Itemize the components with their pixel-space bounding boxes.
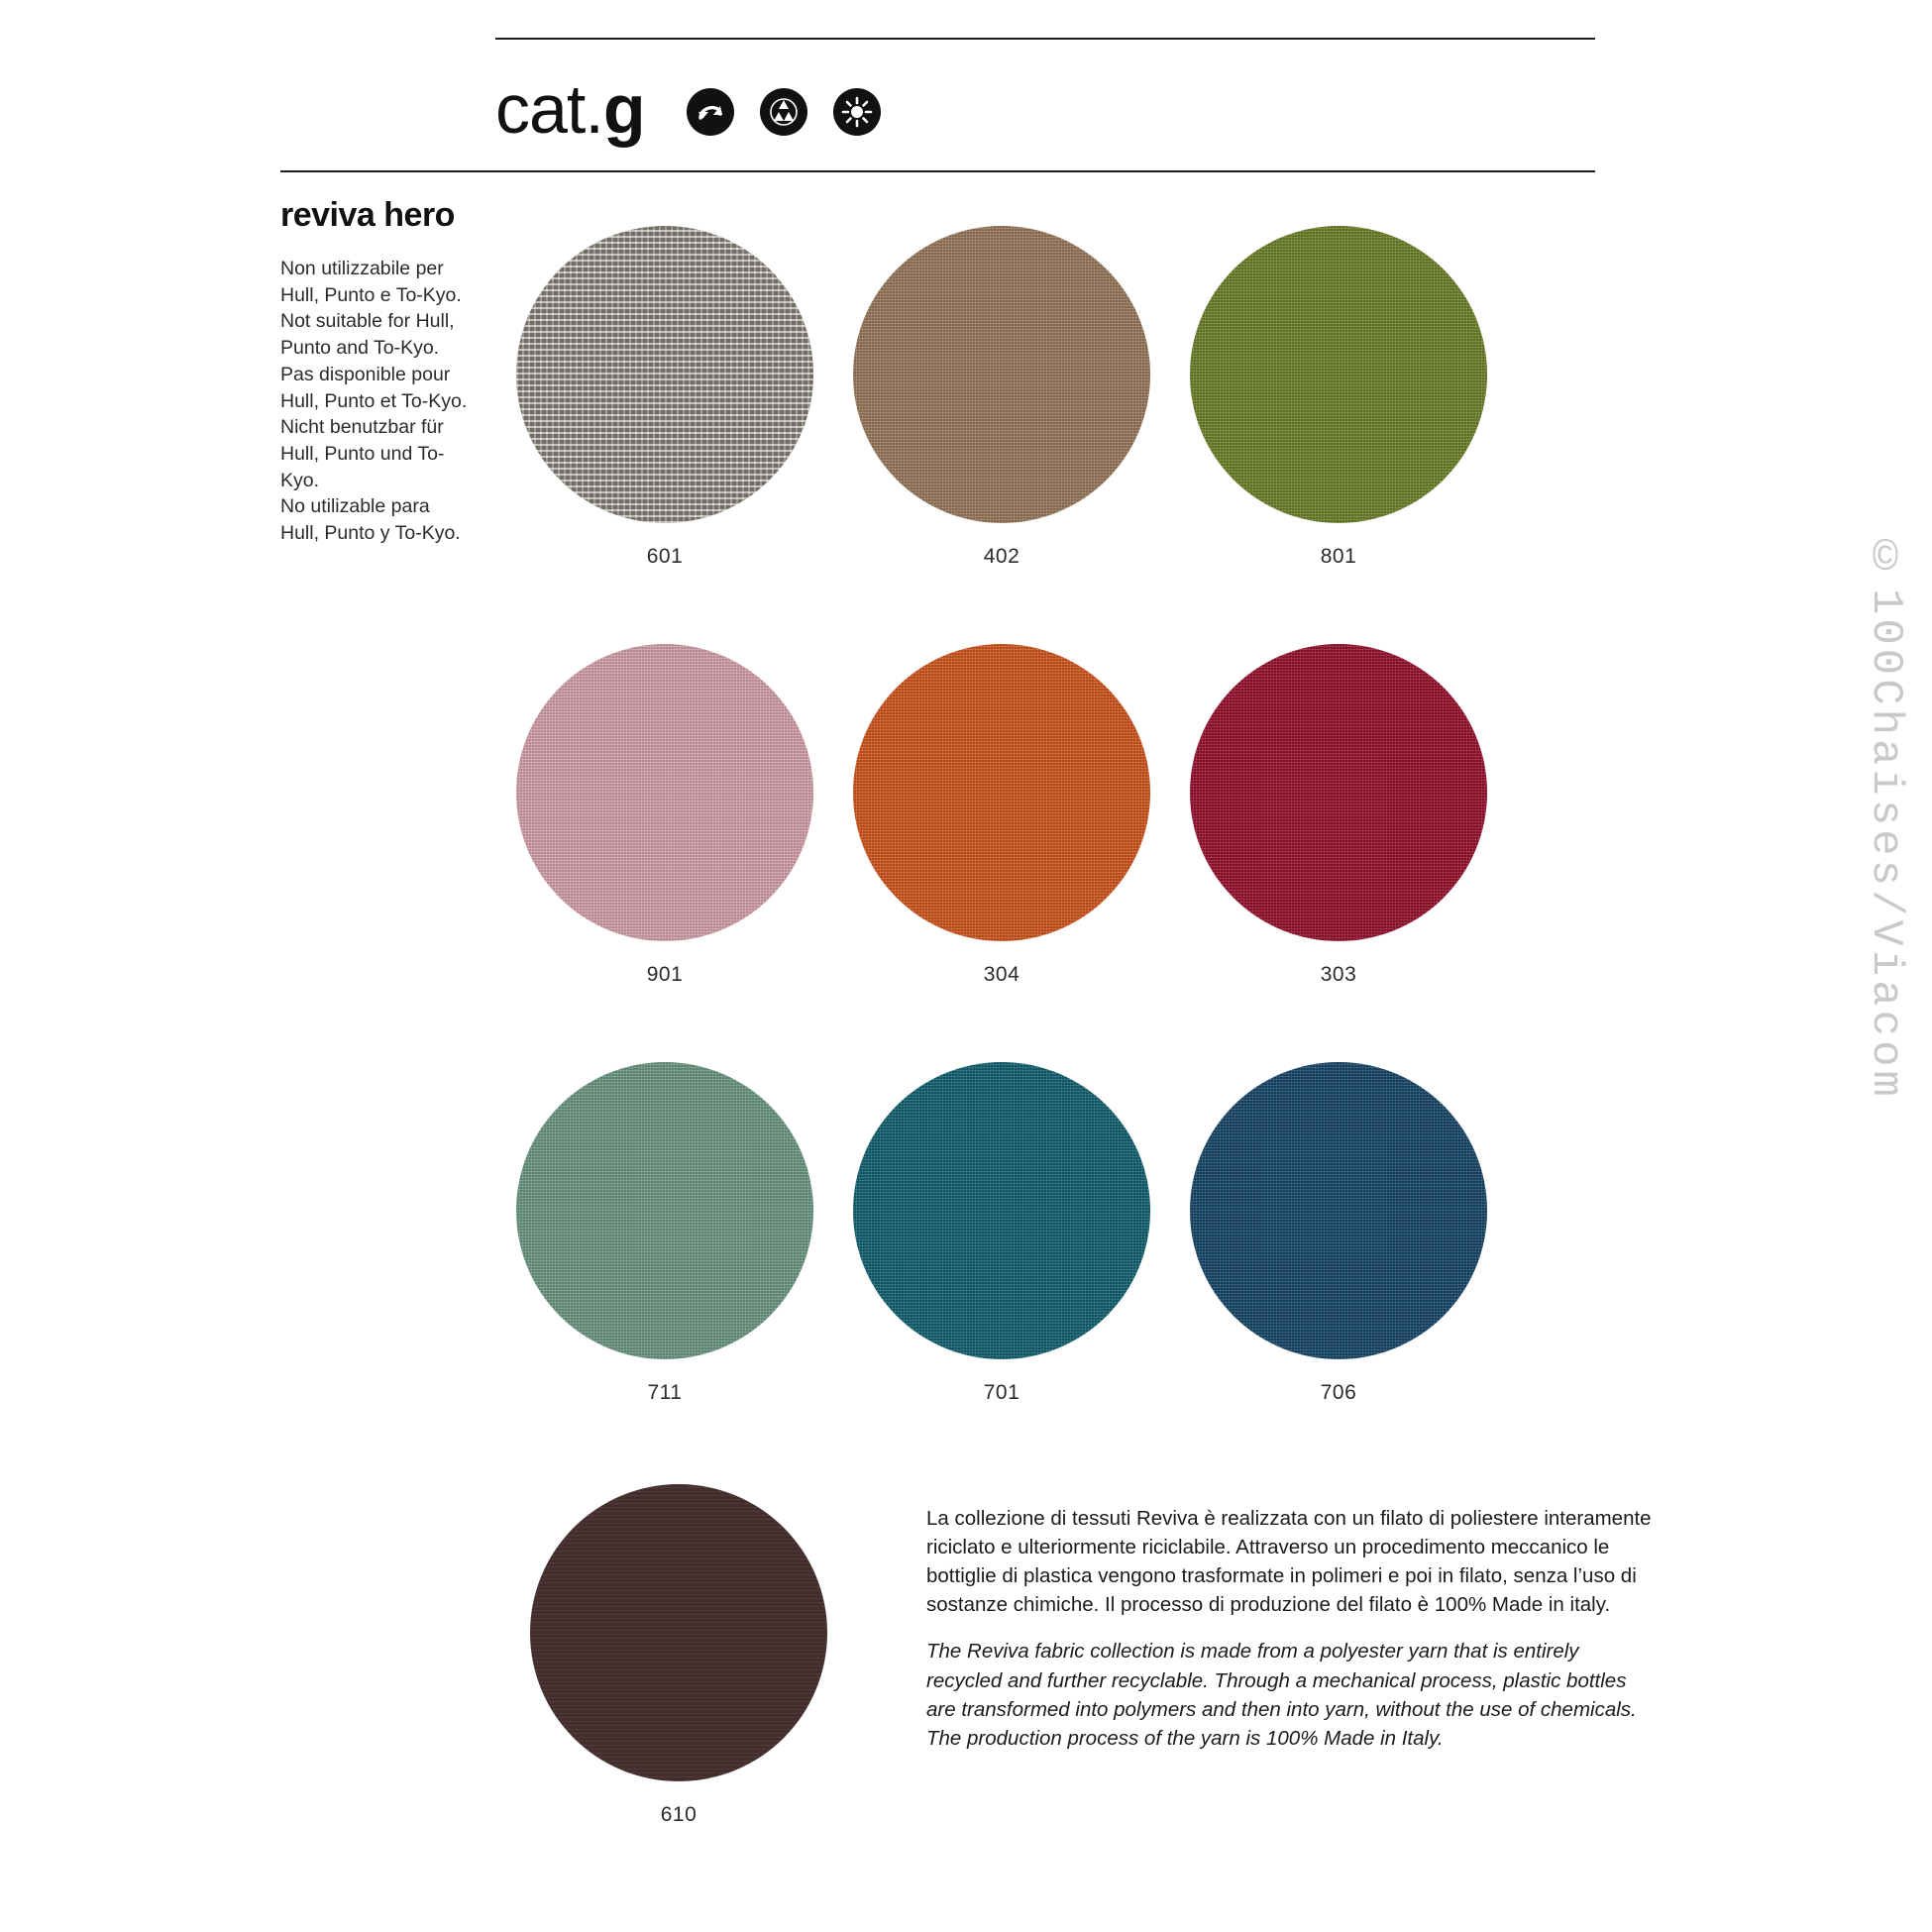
swatch-disc[interactable]: [853, 644, 1150, 941]
weave-texture: [853, 644, 1150, 941]
swatch-code: 610: [660, 1803, 698, 1826]
header-bottom-divider: [280, 170, 1595, 172]
weave-texture: [1190, 1062, 1487, 1359]
swatch-706[interactable]: [1190, 1062, 1487, 1405]
swatch-711[interactable]: [516, 1062, 813, 1405]
weave-texture: [853, 226, 1150, 523]
brand-text: 100Chaises/Viacom: [1861, 589, 1910, 1101]
description-english: The Reviva fabric collection is made from a polyester yarn that is entirely recycled and further recyclable. Through a mechanical process, plastic bottles are transformed into polymers and then into yarn, without the use of chemicals. The production process of the yarn is 100% Made in Italy.: [926, 1640, 1637, 1750]
swatch-701[interactable]: [853, 1062, 1150, 1405]
swatch-402[interactable]: [853, 226, 1150, 569]
copyright-symbol: ©: [1861, 535, 1910, 589]
swatch-code: 304: [983, 963, 1020, 986]
swatch-disc[interactable]: [516, 226, 813, 523]
weave-texture: [530, 1484, 827, 1781]
swatch-disc[interactable]: [853, 226, 1150, 523]
swatch-304[interactable]: [853, 644, 1150, 987]
swatch-code: 701: [983, 1381, 1020, 1404]
collection-description: [926, 1504, 1660, 1753]
note-line-it: Non utilizzabile per Hull, Punto e To-Kyo.: [280, 258, 462, 306]
swatch-disc[interactable]: [853, 1062, 1150, 1359]
swatch-801[interactable]: [1190, 226, 1487, 569]
category-word: cat.: [495, 70, 603, 148]
swatch-code: 801: [1320, 545, 1357, 568]
recycling-symbol-icon: [760, 88, 807, 136]
weave-texture: [1190, 226, 1487, 523]
swatch-code: 901: [646, 963, 684, 986]
swatch-610[interactable]: [530, 1484, 827, 1827]
swatch-code: 402: [983, 545, 1020, 568]
swatch-303[interactable]: [1190, 644, 1487, 987]
swatch-disc[interactable]: [516, 644, 813, 941]
sun-lightfastness-icon: [833, 88, 881, 136]
swatch-601[interactable]: [516, 226, 813, 569]
swatch-disc[interactable]: [1190, 1062, 1487, 1359]
brand-watermark: [1861, 535, 1910, 1101]
swatch-code: 706: [1320, 1381, 1357, 1404]
swatch-disc[interactable]: [530, 1484, 827, 1781]
fabric-name: reviva hero: [280, 196, 455, 234]
weave-texture: [516, 226, 813, 523]
note-line-fr: Pas disponible pour Hull, Punto et To-Kyo.: [280, 363, 468, 412]
note-line-es: No utilizable para Hull, Punto y To-Kyo.: [280, 495, 461, 545]
weave-texture: [853, 1062, 1150, 1359]
recycled-arrow-icon: [687, 88, 734, 136]
page-title: [495, 70, 645, 148]
swatch-901[interactable]: [516, 644, 813, 987]
description-italian: La collezione di tessuti Reviva è realizzata con un filato di poliestere interamente riciclato e ulteriormente riciclabile. Attraverso un procedimento meccanico le bottiglie di plastica vengono trasformate in polimeri e poi in filato, senza l’uso di sostanze chimiche. Il processo di produzione del filato è 100% Made in italy.: [926, 1507, 1652, 1617]
note-line-en: Not suitable for Hull, Punto and To-Kyo.: [280, 310, 455, 360]
weave-texture: [1190, 644, 1487, 941]
swatch-code: 303: [1320, 963, 1357, 986]
swatch-disc[interactable]: [1190, 644, 1487, 941]
header-icon-row: [687, 88, 881, 136]
weave-texture: [516, 644, 813, 941]
availability-note: [280, 256, 474, 547]
swatch-code: 711: [647, 1381, 683, 1404]
weave-texture: [516, 1062, 813, 1359]
swatch-code: 601: [646, 545, 684, 568]
category-header: [495, 54, 881, 163]
header-top-divider: [495, 38, 1595, 40]
swatch-disc[interactable]: [1190, 226, 1487, 523]
note-line-de: Nicht benutzbar für Hull, Punto und To-Kyo.: [280, 416, 445, 491]
category-letter: g: [602, 70, 645, 148]
swatch-disc[interactable]: [516, 1062, 813, 1359]
